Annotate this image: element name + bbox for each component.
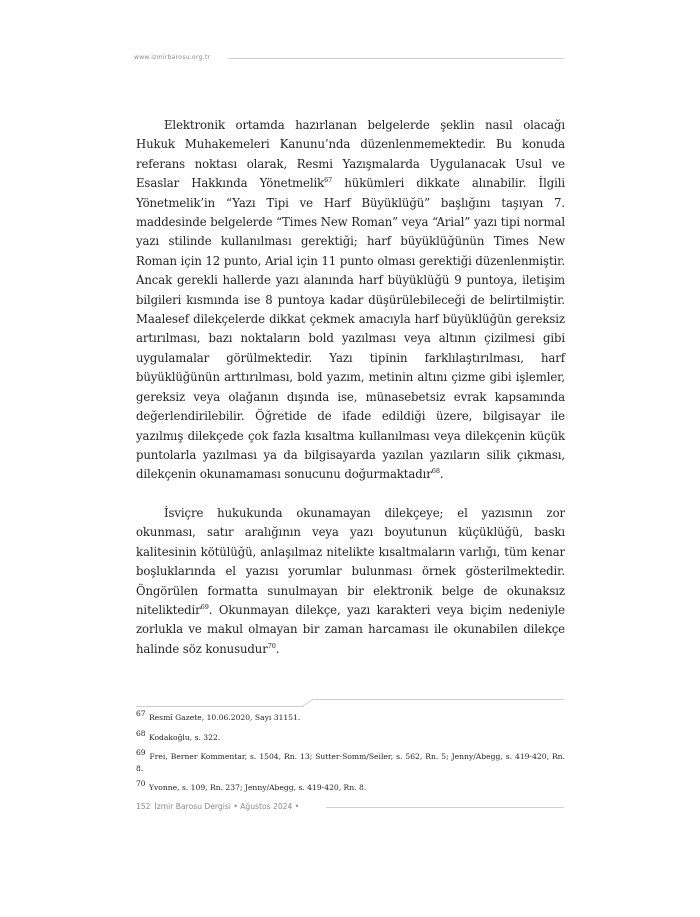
footnote-divider-slant: [302, 699, 313, 707]
paragraph-1-text-b: hükümleri dikkate alınabilir. İlgili Yönetmelik’in “Yazı Tipi ve Harf Büyüklüğü” başlığını taşıyan 7. maddesinde belgelerde “Times New Roman” veya “Arial” yazı tipi normal yazı stilinde kullanılması gerektiği; harf büyüklüğünün Times New Roman için 12 punto, Arial için 11 punto olması gerektiği düzenlenmiştir. Ancak gerekli hallerde yazı alanında harf büyüklüğü 9 puntoya, iletişim bilgileri kısmında ise 8 puntoya kadar düşürülebileceği de belirtilmiştir. Maalesef dilekçelerde dikkat çekmek amacıyla harf büyüklüğün gereksiz artırılması, bazı noktaların bold yazılması veya altının çizilmesi gibi uygulamalar görülmektedir. Yazı tipinin farklılaştırılması, harf büyüklüğünün arttırılması, bold yazım, metinin altını çizme gibi işlemler, gereksiz veya olağanın dışında ise, münasebetsiz evrak kapsamında değerlendirilebilir. Öğretide de ifade edildiği üzere, bilgisayar ile yazılmış dilekçede çok fazla kısaltma kullanılması veya dilekçenin küçük puntolarla yazılması ya da bilgisayarda yazılan yazıların silik çıkması, dilekçenin okunamaması sonucunu doğurmaktadır: [136, 176, 565, 482]
paragraph-1-text-c: .: [439, 467, 444, 482]
page-footer: [136, 802, 565, 814]
footnote-69: [136, 748, 565, 774]
footnotes-section: [136, 709, 565, 802]
footnote-ref-70[interactable]: 70: [267, 641, 276, 650]
footnote-67: [136, 709, 565, 724]
paragraph-2-text-b: . Okunmayan dilekçe, yazı karakteri veya biçim nedeniyle zorlukla ve makul olmayan bir zaman harcaması ile okunabilen dilekçe halinde söz konusudur: [136, 603, 565, 656]
footnote-text: Frei, Berner Kommentar, s. 1504, Rn. 13; Sutter-Somm/Seiler, s. 562, Rn. 5; Jenny/Abegg, s. 419-420, Rn. 8.: [136, 752, 565, 773]
footnote-ref-69[interactable]: 69: [200, 603, 209, 612]
footnote-number: 68: [136, 728, 146, 738]
footnote-divider-right: [312, 699, 564, 700]
paragraph-2-text-c: .: [275, 641, 280, 656]
page-number: 152: [136, 802, 151, 811]
paragraph-1-text-a: Elektronik ortamda hazırlanan belgelerde şeklin nasıl olacağı Hukuk Muhakemeleri Kanunu’nda düzenlenmemektedir. Bu konuda referans noktası olarak, Resmi Yazışmalarda Uygulanacak Usul ve Esaslar Hakkında Yönetmelik: [136, 118, 565, 191]
footnote-divider-left: [136, 706, 304, 707]
header-website-link[interactable]: www.izmirbarosu.org.tr: [134, 54, 211, 61]
footnote-text: Kodakoğlu, s. 322.: [148, 732, 221, 742]
footnote-text: Resmî Gazete, 10.06.2020, Sayı 31151.: [148, 713, 301, 722]
footnote-number: 70: [136, 779, 146, 789]
body-paragraph-1: [136, 116, 565, 485]
paragraph-2-text-a: İsviçre hukukunda okunamayan dilekçeye; el yazısının zor okunması, satır aralığının veya yazı boyutunun küçüklüğü, baskı kalitesinin kötülüğü, anlaşılmaz nitelikte kısaltmaların varlığı, tüm kenar boşluklarında el yazısı yorumlar bulunması örnek gösterilmektedir. Öngörülen formatta sunulmayan bir elektronik belge de okunaksız niteliktedir: [136, 506, 565, 618]
footer-divider: [326, 807, 564, 808]
journal-name: İzmir Barosu Dergisi • Ağustos 2024 •: [154, 802, 300, 811]
header-divider: [228, 58, 564, 59]
footnote-70: [136, 779, 565, 794]
footnote-text: Yvonne, s. 109, Rn. 237; Jenny/Abegg, s. 419-420, Rn. 8.: [148, 783, 367, 792]
body-paragraph-2: [136, 504, 565, 659]
footnote-ref-67[interactable]: 67: [324, 176, 333, 185]
footnote-number: 69: [136, 748, 146, 758]
footnote-number: 67: [136, 709, 146, 719]
footnote-68: [136, 728, 565, 744]
footnote-ref-68[interactable]: 68: [431, 467, 440, 476]
